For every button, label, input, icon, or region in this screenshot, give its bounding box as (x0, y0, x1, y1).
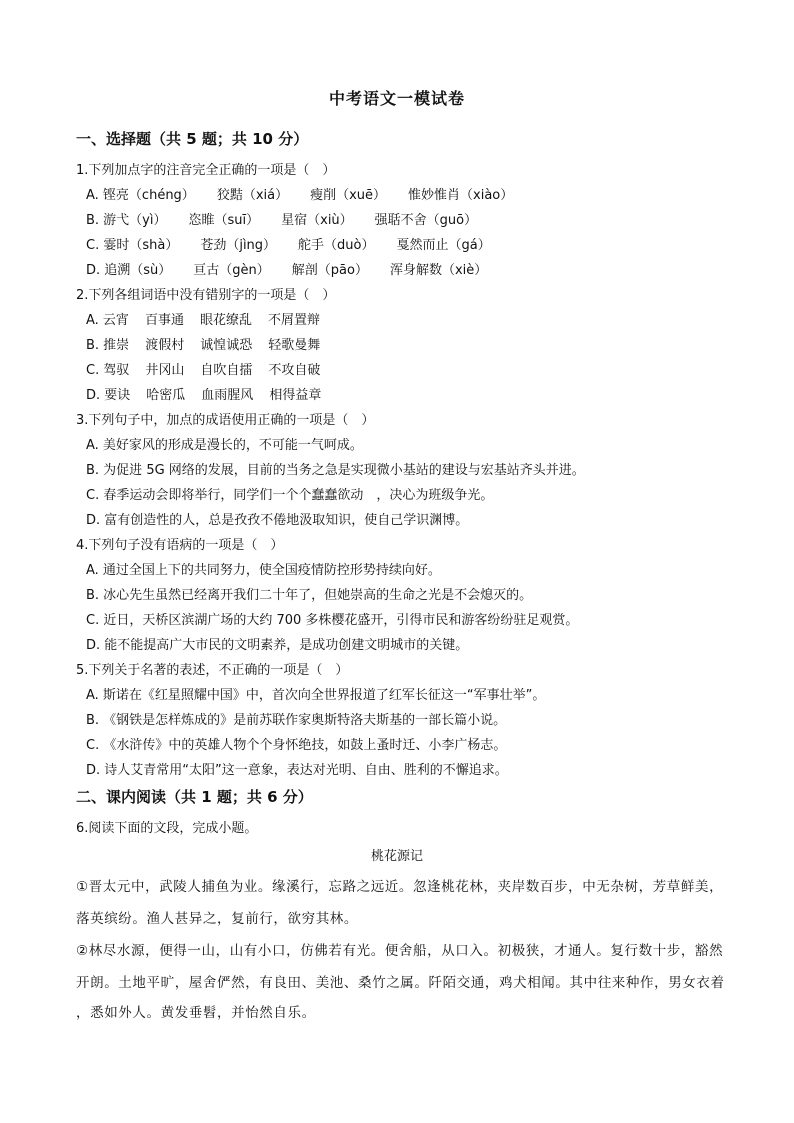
option-text: A. 云宵 (86, 313, 129, 328)
option-text: B. 游弋（yì） (86, 213, 167, 228)
question-1-stem: 1.下列加点字的注音完全正确的一项是（ ） (76, 163, 336, 178)
option-text: 惟妙惟肖（xiào） (408, 188, 514, 203)
option-text: 亘古（gèn） (193, 263, 270, 278)
option-text: A. 铿亮（chéng） (86, 188, 195, 203)
passage-paragraph-2-line-3: ，悉如外人。黄发垂髫，并怡然自乐。 (76, 1005, 316, 1021)
question-4-option-b: B. 冰心先生虽然已经离开我们二十年了，但她崇高的生命之光是不会熄灭的。 (86, 588, 533, 603)
option-text: 百事通 (144, 313, 184, 328)
question-3-option-a: A. 美好家风的形成是漫长的，不可能一气呵成。 (86, 438, 363, 453)
question-6-stem: 6.阅读下面的文段，完成小题。 (76, 821, 258, 836)
option-text: 井冈山 (145, 363, 185, 378)
option-text: 解剖（pāo） (291, 263, 368, 278)
question-4-option-a: A. 通过全国上下的共同努力，使全国疫情防控形势持续向好。 (86, 563, 441, 578)
option-text: 轻歌曼舞 (268, 338, 321, 353)
option-text: 浑身解数（xiè） (389, 263, 488, 278)
question-3-option-d: D. 富有创造性的人，总是孜孜不倦地汲取知识，使自己学识渊博。 (86, 513, 469, 528)
option-text: 眼花缭乱 (199, 313, 252, 328)
page-title: 中考语文一模试卷 (328, 89, 465, 108)
option-text: 瘦削（xuē） (310, 188, 387, 203)
passage-paragraph-2-line-1: ②林尽水源，便得一山，山有小口，仿佛若有光。便舍船，从口入。初极狭，才通人。复行数十步，豁然 (76, 943, 724, 959)
option-text: 血雨腥风 (201, 388, 254, 403)
passage-title: 桃花源记 (370, 849, 423, 864)
question-2-option-d (86, 387, 321, 405)
question-2-option-b (86, 337, 320, 355)
option-text: 星宿（xiù） (281, 213, 353, 228)
question-1-option-b (86, 212, 477, 230)
question-2-option-a (86, 312, 320, 330)
question-1-option-a (86, 187, 513, 205)
question-4-stem: 4.下列句子没有语病的一项是（ ） (76, 538, 284, 553)
question-5-option-d: D. 诗人艾青常用“太阳”这一意象，表达对光明、自由、胜利的不懈追求。 (86, 763, 508, 778)
option-text: 不屑置辩 (267, 313, 320, 328)
question-3-option-b: B. 为促进 5G 网络的发展，目前的当务之急是实现微小基站的建设与宏基站齐头并进。 (86, 463, 585, 478)
question-1-option-d (86, 262, 487, 280)
question-5-stem: 5.下列关于名著的表述，不正确的一项是（ ） (76, 663, 349, 678)
option-text: 诚惶诚恐 (200, 338, 253, 353)
passage-paragraph-2-line-2: 开朗。土地平旷，屋舍俨然，有良田、美池、桑竹之属。阡陌交通，鸡犬相闻。其中往来种作，男女衣着 (76, 975, 725, 991)
option-text: 哈密瓜 (146, 388, 186, 403)
option-text: C. 霎时（shà） (86, 238, 179, 253)
option-text: 自吹自擂 (200, 363, 253, 378)
option-text: 狡黠（xiá） (216, 188, 289, 203)
passage-paragraph-1-line-2: 落英缤纷。渔人甚异之，复前行，欲穷其林。 (76, 911, 358, 927)
option-text: 相得益章 (269, 388, 322, 403)
option-text: D. 追溯（sù） (86, 263, 172, 278)
option-text: 戛然而止（gá） (396, 238, 491, 253)
option-text: B. 推崇 (86, 338, 130, 353)
option-text: D. 要诀 (86, 388, 131, 403)
option-text: 苍劲（jìng） (200, 238, 277, 253)
option-text: 恣睢（suī） (188, 213, 260, 228)
question-5-option-b: B. 《钢铁是怎样炼成的》是前苏联作家奥斯特洛夫斯基的一部长篇小说。 (86, 713, 507, 728)
question-4-option-d: D. 能不能提高广大市民的文明素养，是成功创建文明城市的关键。 (86, 638, 469, 653)
question-2-option-c (86, 362, 320, 380)
question-3-stem: 3.下列句子中，加点的成语使用正确的一项是（ ） (76, 413, 375, 428)
option-text: 强聒不舍（guō） (374, 213, 478, 228)
question-4-option-c: C. 近日，天桥区滨湖广场的大约 700 多株樱花盛开，引得市民和游客纷纷驻足观赏。 (86, 613, 579, 628)
question-2-stem: 2.下列各组词语中没有错别字的一项是（ ） (76, 288, 336, 303)
question-1-option-c (86, 237, 491, 255)
option-text: 舵手（duò） (298, 238, 375, 253)
option-text: 不攻自破 (268, 363, 321, 378)
passage-paragraph-1-line-1: ①晋太元中，武陵人捕鱼为业。缘溪行，忘路之远近。忽逢桃花林，夹岸数百步，中无杂树，芳草鲜美， (76, 879, 724, 895)
question-3-option-c: C. 春季运动会即将举行，同学们一个个蠢蠢欲动 ，决心为班级争光。 (86, 488, 494, 503)
section-heading-choice: 一、选择题（共 5 题；共 10 分） (76, 130, 309, 148)
section-heading-reading: 二、课内阅读（共 1 题；共 6 分） (76, 788, 313, 806)
option-text: C. 驾驭 (86, 363, 130, 378)
question-5-option-c: C. 《水浒传》中的英雄人物个个身怀绝技，如鼓上蚤时迁、小李广杨志。 (86, 738, 507, 753)
question-5-option-a: A. 斯诺在《红星照耀中国》中，首次向全世界报道了红军长征这一“军事壮举”。 (86, 688, 546, 703)
option-text: 渡假村 (145, 338, 185, 353)
